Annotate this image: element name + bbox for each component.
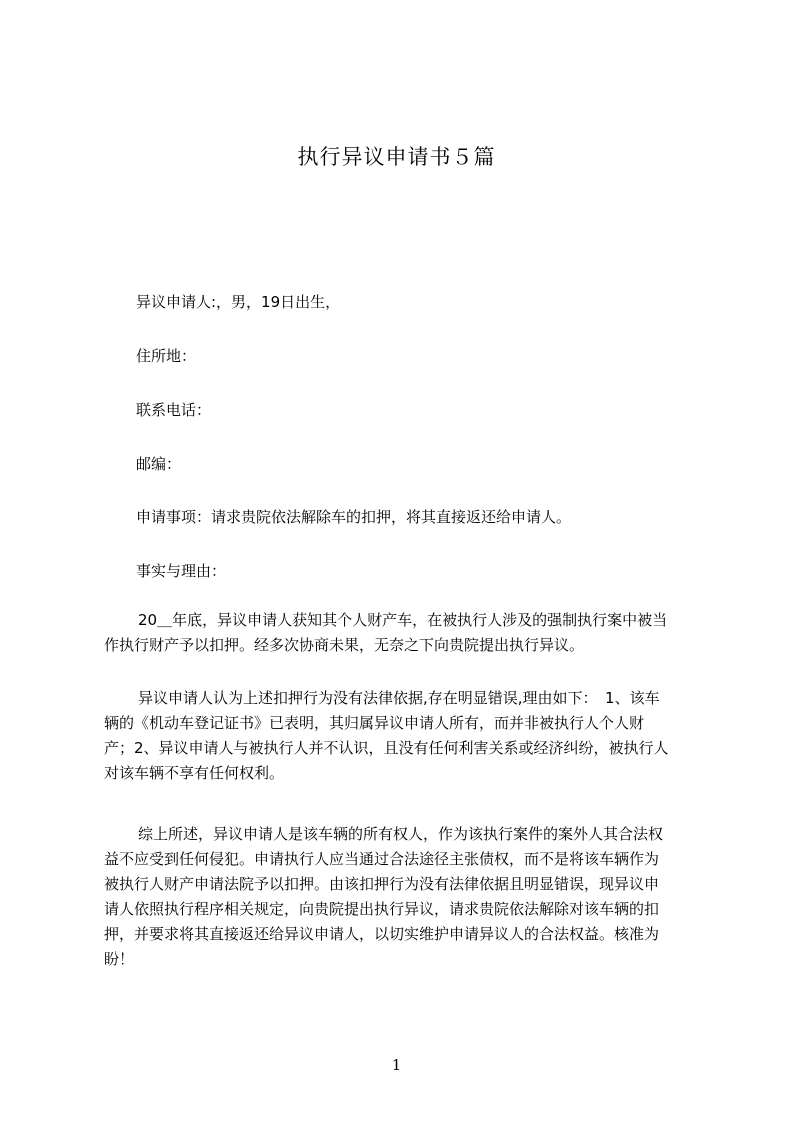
phone-field: 联系电话： xyxy=(136,401,212,419)
paragraph-line: 对该车辆不享有任何权利。 xyxy=(104,764,285,782)
address-field: 住所地： xyxy=(136,347,197,365)
postcode-field: 邮编： xyxy=(136,455,182,473)
paragraph-line: 辆的《机动车登记证书》已表明，其归属异议申请人所有，而并非被执行人个人财 xyxy=(104,714,645,732)
paragraph-line: 异议申请人认为上述扣押行为没有法律依据,存在明显错误,理由如下： 1、该车 xyxy=(138,689,660,707)
paragraph-line: 综上所述，异议申请人是该车辆的所有权人，作为该执行案件的案外人其合法权 xyxy=(138,825,664,843)
request-field: 申请事项：请求贵院依法解除车的扣押，将其直接返还给申请人。 xyxy=(136,508,572,526)
paragraph-line: 盼！ xyxy=(104,950,135,968)
paragraph-2 xyxy=(104,686,698,786)
document-title: 执行异议申请书５篇 xyxy=(297,145,496,169)
page-number: 1 xyxy=(391,1056,402,1074)
paragraph-line: 押，并要求将其直接返还给异议申请人，以切实维护申请异议人的合法权益。核准为 xyxy=(104,925,660,943)
paragraph-line: 作执行财产予以扣押。经多次协商未果，无奈之下向贵院提出执行异议。 xyxy=(104,636,585,654)
paragraph-line: 被执行人财产申请法院予以扣押。由该扣押行为没有法律依据且明显错误，现异议申 xyxy=(104,875,660,893)
paragraph-line: 益不应受到任何侵犯。申请执行人应当通过合法途径主张债权，而不是将该车辆作为 xyxy=(104,850,660,868)
paragraph-line: 产；2、异议申请人与被执行人并不认识，且没有任何利害关系或经济纠纷，被执行人 xyxy=(104,739,669,757)
paragraph-line: 请人依照执行程序相关规定，向贵院提出执行异议，请求贵院依法解除对该车辆的扣 xyxy=(104,900,660,918)
paragraph-3 xyxy=(104,822,698,972)
paragraph-1 xyxy=(104,608,698,658)
facts-heading: 事实与理由： xyxy=(136,562,227,580)
applicant-field: 异议申请人:，男，19日出生， xyxy=(136,293,341,311)
paragraph-line: 20＿年底，异议申请人获知其个人财产车，在被执行人涉及的强制执行案中被当 xyxy=(138,611,668,629)
